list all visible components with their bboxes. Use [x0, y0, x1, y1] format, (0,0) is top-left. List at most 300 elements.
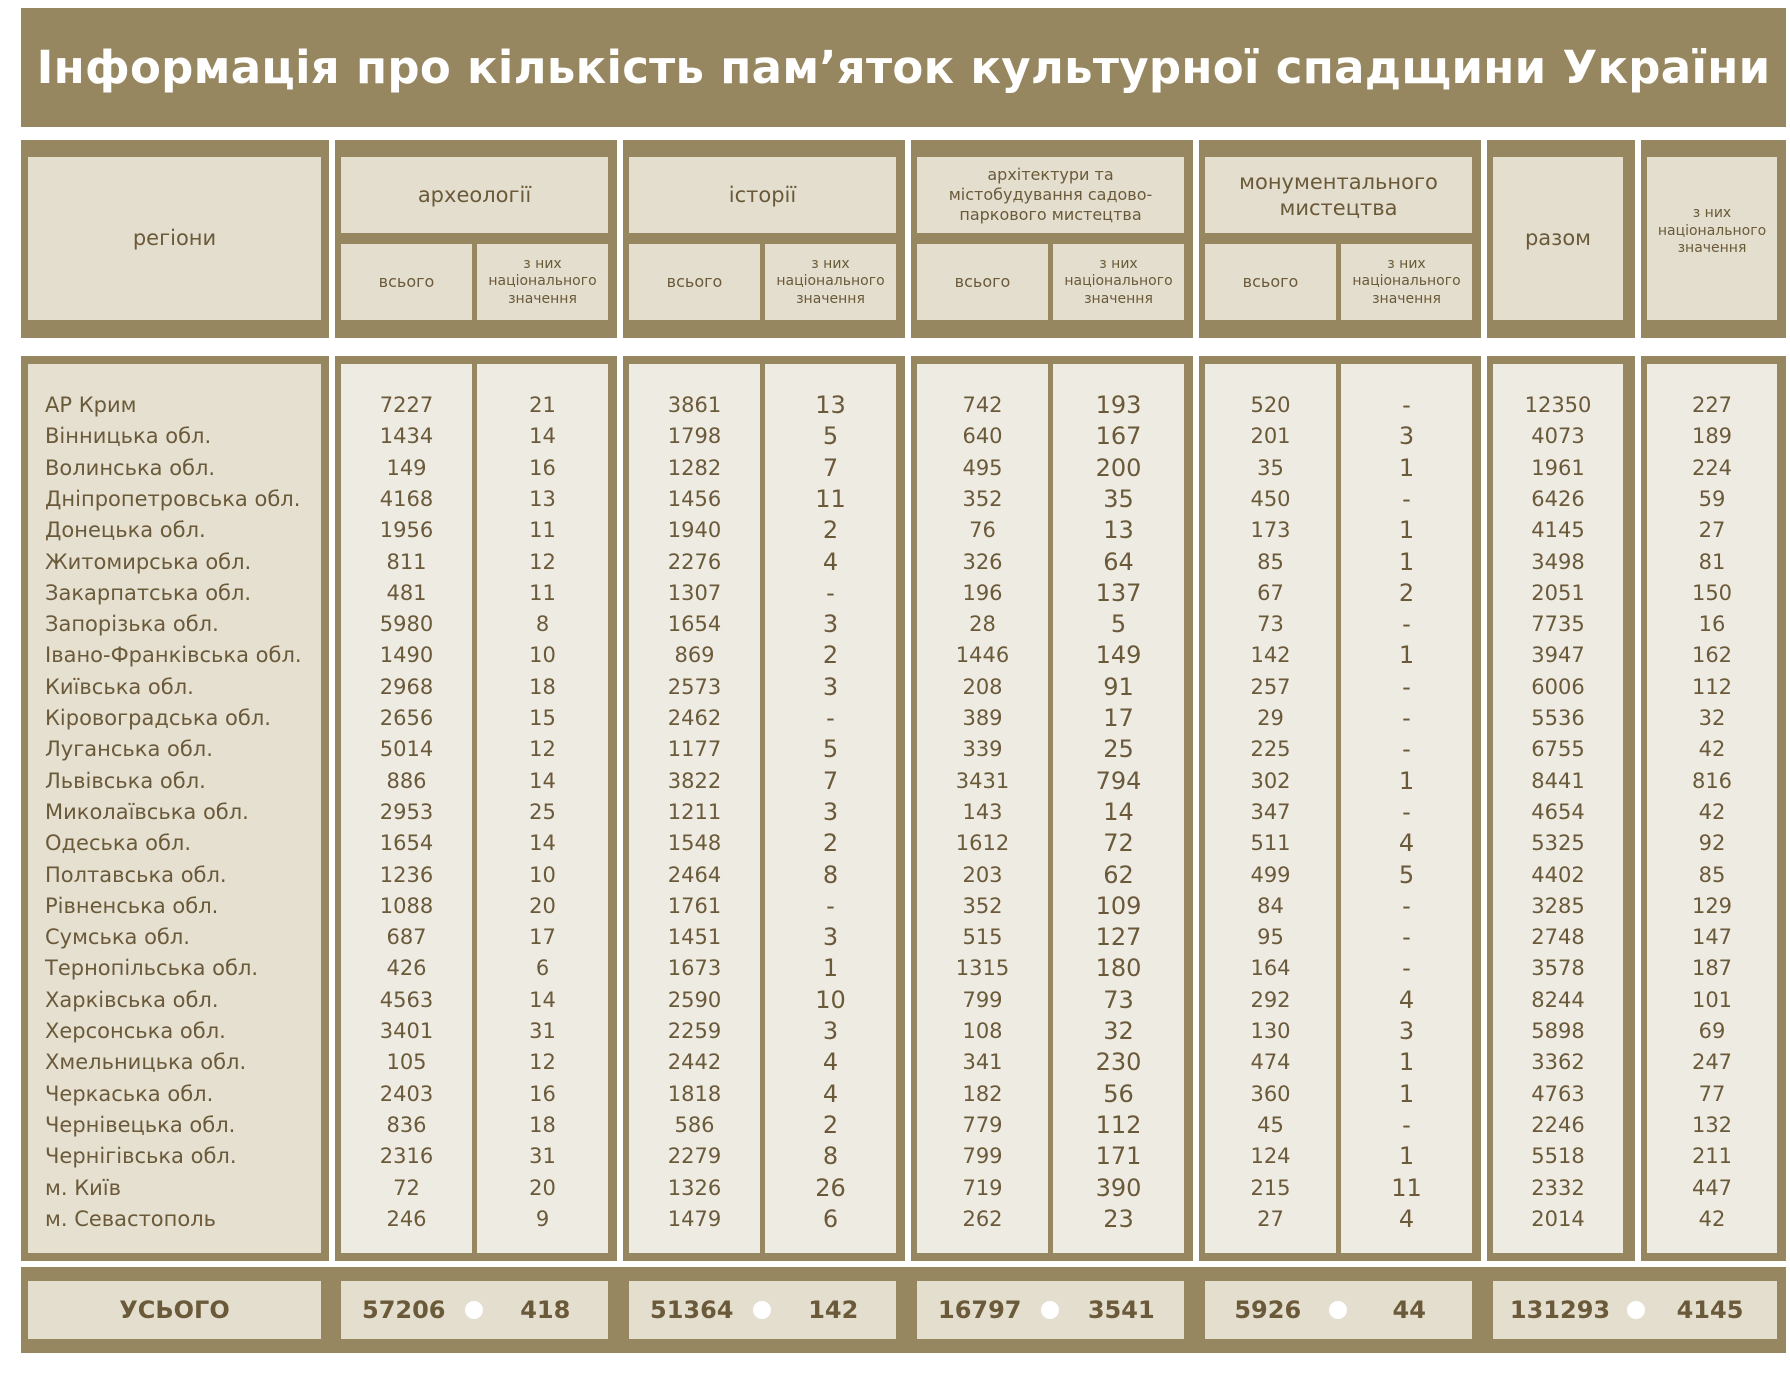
table-cell: 4 [1398, 829, 1415, 858]
table-cell: 799 [962, 987, 1003, 1012]
table-cell: 56 [1103, 1079, 1134, 1108]
region-name: Київська обл. [45, 674, 194, 699]
table-cell: 20 [529, 893, 556, 918]
header-group: архітектури та містобудування садово-паркового мистецтва [917, 157, 1184, 233]
table-cell: 4168 [379, 486, 434, 511]
table-cell: 302 [1250, 768, 1291, 793]
table-cell: 246 [386, 1206, 427, 1231]
table-cell: 5 [822, 735, 839, 764]
table-cell: - [1402, 797, 1411, 826]
totals-label: УСЬОГО [28, 1281, 321, 1339]
region-name: Миколаївська обл. [45, 799, 249, 824]
table-cell: 32 [1698, 706, 1726, 730]
table-cell: - [1402, 735, 1411, 764]
table-cell: 129 [1691, 893, 1733, 918]
table-cell: 1 [1398, 766, 1415, 795]
table-cell: 196 [962, 580, 1003, 605]
table-cell: 3578 [1531, 956, 1585, 981]
table-cell: 2014 [1531, 1206, 1585, 1231]
table-cell: 32 [1103, 1017, 1134, 1045]
table-cell: 149 [1095, 641, 1142, 670]
table-cell: 4763 [1531, 1081, 1585, 1106]
table-cell: 14 [1103, 797, 1134, 826]
region-name: Дніпропетровська обл. [45, 486, 301, 511]
table-cell: 26 [815, 1173, 846, 1202]
table-cell: 7735 [1531, 612, 1585, 637]
page-title: Інформація про кількість пам’яток культурної спадщини України [36, 41, 1771, 94]
region-name: Житомирська обл. [45, 549, 252, 574]
totals-national: 44 [1392, 1296, 1426, 1324]
table-cell: 5 [822, 422, 839, 451]
region-name: Чернігівська обл. [45, 1144, 237, 1169]
table-cell: - [1402, 923, 1411, 952]
table-cell: 7 [822, 766, 839, 795]
table-cell: - [826, 578, 835, 607]
table-cell: 1236 [379, 862, 434, 887]
table-cell: 150 [1691, 580, 1733, 605]
table-cell: 1479 [667, 1206, 722, 1231]
table-cell: 18 [529, 1112, 556, 1137]
table-cell: 1282 [667, 455, 722, 480]
table-cell: 495 [962, 455, 1003, 480]
table-cell: 11 [1391, 1173, 1422, 1202]
table-cell: 6006 [1531, 674, 1585, 699]
region-name: Закарпатська обл. [45, 580, 252, 605]
table-cell: 1446 [955, 643, 1010, 668]
header-total: всього [629, 244, 760, 320]
table-cell: 1956 [379, 518, 434, 543]
totals-all: 5926 [1234, 1296, 1302, 1324]
table-cell: 257 [1250, 674, 1291, 699]
table-cell: 247 [1691, 1050, 1733, 1075]
table-cell: 2276 [667, 549, 722, 574]
table-cell: - [1402, 891, 1411, 920]
header-total: всього [341, 244, 472, 320]
table-cell: 2462 [667, 706, 722, 730]
table-cell: 450 [1250, 486, 1291, 511]
table-cell: 10 [529, 862, 556, 887]
region-name: Рівненська обл. [45, 893, 219, 918]
region-name: Одеська обл. [45, 831, 192, 856]
table-cell: 6 [822, 1204, 839, 1233]
separator-dot-icon [753, 1301, 771, 1319]
table-cell: 3 [822, 923, 839, 952]
table-cell: 799 [962, 1144, 1003, 1169]
table-cell: 326 [962, 549, 1003, 574]
table-cell: 1 [1398, 453, 1415, 482]
table-cell: 719 [962, 1175, 1003, 1200]
table-cell: - [1402, 672, 1411, 701]
table-cell: 347 [1250, 799, 1291, 824]
table-cell: 230 [1095, 1048, 1142, 1077]
table-cell: 869 [674, 643, 715, 668]
table-cell: 2590 [667, 987, 722, 1012]
table-cell: 5898 [1531, 1019, 1585, 1043]
table-cell: 511 [1250, 831, 1291, 856]
table-cell: 360 [1250, 1081, 1291, 1106]
table-cell: 1 [1398, 516, 1415, 545]
table-cell: 2 [822, 641, 839, 670]
table-cell: 2259 [667, 1019, 722, 1043]
region-name: Вінницька обл. [45, 424, 212, 449]
table-cell: 182 [962, 1081, 1003, 1106]
table-cell: 2953 [379, 799, 434, 824]
table-cell: 11 [815, 484, 846, 513]
table-cell: 687 [386, 925, 427, 950]
table-cell: 2279 [667, 1144, 722, 1169]
table-cell: 149 [386, 455, 427, 480]
table-cell: 11 [529, 580, 556, 605]
totals-pair [1493, 1281, 1777, 1339]
table-cell: 1 [1398, 1142, 1415, 1171]
table-cell: 15 [529, 706, 556, 730]
header-sum-national: з них національного значення [1647, 157, 1777, 320]
table-cell: 1434 [379, 424, 434, 449]
table-cell: 167 [1095, 422, 1142, 451]
table-cell: 109 [1095, 891, 1142, 920]
table-cell: 1961 [1531, 455, 1585, 480]
region-name: м. Київ [45, 1175, 121, 1200]
table-cell: 25 [1103, 735, 1134, 764]
table-cell: 14 [529, 768, 556, 793]
table-cell: 6426 [1531, 486, 1585, 511]
table-cell: 1456 [667, 486, 722, 511]
table-cell: 794 [1095, 766, 1142, 795]
table-cell: 3 [822, 610, 839, 639]
table-cell: 187 [1691, 956, 1733, 981]
table-cell: 2464 [667, 862, 722, 887]
totals-all: 51364 [650, 1296, 734, 1324]
totals-all: 16797 [938, 1296, 1022, 1324]
table-cell: 2573 [667, 674, 722, 699]
table-cell: 73 [1257, 612, 1284, 637]
table-cell: 12 [529, 1050, 556, 1075]
table-cell: 81 [1698, 549, 1726, 574]
table-cell: 84 [1257, 893, 1284, 918]
totals-national: 3541 [1087, 1296, 1155, 1324]
table-cell: 640 [962, 424, 1003, 449]
separator-dot-icon [465, 1301, 483, 1319]
table-cell: 3 [1398, 1017, 1415, 1045]
table-cell: 18 [529, 674, 556, 699]
region-name: Донецька обл. [45, 518, 206, 543]
table-cell: 5980 [379, 612, 434, 637]
table-cell: - [1402, 954, 1411, 983]
table-cell: 227 [1691, 393, 1733, 417]
table-cell: 59 [1698, 486, 1726, 511]
table-cell: 2748 [1531, 925, 1585, 950]
region-name: Львівська обл. [45, 768, 206, 793]
totals-all: 131293 [1509, 1296, 1611, 1324]
table-cell: 4073 [1531, 424, 1585, 449]
table-cell: 8 [822, 860, 839, 889]
table-cell: 1307 [667, 580, 722, 605]
header-group: монументального мистецтва [1205, 157, 1472, 233]
table-cell: 341 [962, 1050, 1003, 1075]
table-cell: 10 [815, 985, 846, 1014]
table-cell: 352 [962, 486, 1003, 511]
table-cell: 262 [962, 1206, 1003, 1231]
table-cell: 91 [1103, 672, 1134, 701]
table-cell: 92 [1698, 831, 1726, 856]
table-cell: 13 [1103, 516, 1134, 545]
table-cell: 42 [1698, 1206, 1726, 1231]
totals-pair [917, 1281, 1184, 1339]
table-cell: 8 [535, 612, 550, 637]
table-cell: 13 [815, 391, 846, 419]
table-cell: 64 [1103, 547, 1134, 576]
separator-dot-icon [1329, 1301, 1347, 1319]
table-cell: 5536 [1531, 706, 1585, 730]
table-cell: 14 [529, 831, 556, 856]
header-total: всього [917, 244, 1048, 320]
table-cell: 164 [1250, 956, 1291, 981]
table-cell: 21 [529, 393, 556, 417]
table-cell: 4563 [379, 987, 434, 1012]
table-cell: 5 [1398, 860, 1415, 889]
table-cell: 225 [1250, 737, 1291, 762]
table-cell: 105 [386, 1050, 427, 1075]
table-cell: 12 [529, 549, 556, 574]
table-cell: 339 [962, 737, 1003, 762]
table-cell: 520 [1250, 393, 1291, 417]
table-cell: 62 [1103, 860, 1134, 889]
table-cell: 3 [822, 672, 839, 701]
table-cell: - [1402, 391, 1411, 419]
totals-pair [341, 1281, 608, 1339]
table-cell: 447 [1691, 1175, 1733, 1200]
table-cell: 5325 [1531, 831, 1585, 856]
table-cell: 2656 [379, 706, 434, 730]
table-cell: 499 [1250, 862, 1291, 887]
table-cell: - [826, 704, 835, 732]
table-cell: 2051 [1531, 580, 1585, 605]
table-cell: 742 [962, 393, 1003, 417]
header-national: з них національного значення [477, 244, 608, 320]
header-regions: регіони [28, 157, 321, 320]
table-cell: 31 [529, 1144, 556, 1169]
table-cell: 189 [1691, 424, 1733, 449]
table-cell: - [1402, 610, 1411, 639]
table-cell: 1326 [667, 1175, 722, 1200]
region-name: Хмельницька обл. [45, 1050, 247, 1075]
table-cell: 72 [1103, 829, 1134, 858]
table-cell: 1 [1398, 547, 1415, 576]
table-cell: 426 [386, 956, 427, 981]
table-cell: 3 [1398, 422, 1415, 451]
table-cell: 8441 [1531, 768, 1585, 793]
table-cell: 352 [962, 893, 1003, 918]
table-cell: 3285 [1531, 893, 1585, 918]
table-cell: 35 [1257, 455, 1284, 480]
table-cell: 3362 [1531, 1050, 1585, 1075]
header-national: з них національного значення [1053, 244, 1184, 320]
table-cell: 211 [1691, 1144, 1733, 1169]
table-cell: 5 [1110, 610, 1127, 639]
table-cell: 20 [529, 1175, 556, 1200]
header-national: з них національного значення [1341, 244, 1472, 320]
table-cell: 2 [822, 516, 839, 545]
region-name: Черкаська обл. [45, 1081, 214, 1106]
table-cell: 2 [822, 829, 839, 858]
header-group: історії [629, 157, 896, 233]
table-cell: 27 [1257, 1206, 1284, 1231]
table-cell: 2403 [379, 1081, 434, 1106]
table-cell: 3947 [1531, 643, 1585, 668]
table-cell: 4 [822, 1079, 839, 1108]
table-cell: 8244 [1531, 987, 1585, 1012]
table-cell: 203 [962, 862, 1003, 887]
table-cell: 137 [1095, 578, 1142, 607]
table-cell: 1177 [667, 737, 722, 762]
table-cell: 180 [1095, 954, 1142, 983]
table-cell: 836 [386, 1112, 427, 1137]
table-cell: 8 [822, 1142, 839, 1171]
table-cell: 95 [1257, 925, 1284, 950]
table-cell: 13 [529, 486, 556, 511]
table-cell: 4 [822, 547, 839, 576]
table-cell: 1211 [667, 799, 722, 824]
table-cell: - [1402, 1110, 1411, 1139]
table-cell: 4 [1398, 985, 1415, 1014]
region-name: м. Севастополь [45, 1206, 217, 1231]
table-cell: 4 [1398, 1204, 1415, 1233]
table-cell: 4145 [1531, 518, 1585, 543]
table-cell: 108 [962, 1019, 1003, 1043]
table-cell: 3401 [379, 1019, 434, 1043]
table-cell: 4402 [1531, 862, 1585, 887]
table-cell: 9 [535, 1206, 550, 1231]
table-cell: 2316 [379, 1144, 434, 1169]
table-cell: - [1402, 484, 1411, 513]
table-cell: 101 [1691, 987, 1733, 1012]
region-name: Полтавська обл. [45, 862, 227, 887]
region-name: Херсонська обл. [45, 1019, 226, 1043]
header-national: з них національного значення [765, 244, 896, 320]
header-group: археології [341, 157, 608, 233]
totals-national: 142 [808, 1296, 859, 1324]
table-cell: 25 [529, 799, 556, 824]
table-cell: 5518 [1531, 1144, 1585, 1169]
table-cell: 3 [822, 797, 839, 826]
table-cell: 130 [1250, 1019, 1291, 1043]
table-cell: 1940 [667, 518, 722, 543]
table-cell: 17 [529, 925, 556, 950]
table-cell: 2246 [1531, 1112, 1585, 1137]
table-cell: 586 [674, 1112, 715, 1137]
table-cell: 14 [529, 424, 556, 449]
separator-dot-icon [1041, 1301, 1059, 1319]
table-cell: 1088 [379, 893, 434, 918]
table-cell: 2442 [667, 1050, 722, 1075]
table-cell: 215 [1250, 1175, 1291, 1200]
table-cell: 4 [822, 1048, 839, 1077]
table-cell: 14 [529, 987, 556, 1012]
table-cell: 7 [822, 453, 839, 482]
table-cell: 27 [1698, 518, 1726, 543]
table-cell: 2332 [1531, 1175, 1585, 1200]
table-cell: 72 [393, 1175, 420, 1200]
table-cell: 224 [1691, 455, 1733, 480]
table-cell: 11 [529, 518, 556, 543]
table-cell: 3 [822, 1017, 839, 1045]
region-name: Волинська обл. [45, 455, 216, 480]
table-cell: 2 [1398, 578, 1415, 607]
table-cell: 73 [1103, 985, 1134, 1014]
table-cell: 1315 [955, 956, 1010, 981]
region-name: Чернівецька обл. [45, 1112, 236, 1137]
table-cell: 69 [1698, 1019, 1726, 1043]
table-cell: 1612 [955, 831, 1010, 856]
table-cell: 162 [1691, 643, 1733, 668]
table-cell: 16 [529, 1081, 556, 1106]
region-name: Кіровоградська обл. [45, 706, 271, 730]
table-cell: 208 [962, 674, 1003, 699]
table-cell: 124 [1250, 1144, 1291, 1169]
table-cell: 292 [1250, 987, 1291, 1012]
table-cell: 77 [1698, 1081, 1726, 1106]
table-cell: 127 [1095, 923, 1142, 952]
totals-national: 418 [520, 1296, 571, 1324]
table-cell: 390 [1095, 1173, 1142, 1202]
table-cell: 6 [535, 956, 550, 981]
region-name: Запорізька обл. [45, 612, 219, 637]
table-cell: 1548 [667, 831, 722, 856]
table-cell: 886 [386, 768, 427, 793]
table-cell: 132 [1691, 1112, 1733, 1137]
table-cell: 85 [1257, 549, 1284, 574]
totals-pair [629, 1281, 896, 1339]
region-name: Харківська обл. [45, 987, 219, 1012]
table-cell: 173 [1250, 518, 1291, 543]
table-cell: 779 [962, 1112, 1003, 1137]
title-banner [21, 8, 1786, 127]
region-name: Луганська обл. [45, 737, 213, 762]
table-cell: 4654 [1531, 799, 1585, 824]
table-cell: 112 [1095, 1110, 1142, 1139]
header-sum: разом [1493, 157, 1623, 320]
region-name: Івано-Франківська обл. [45, 643, 302, 668]
totals-national: 4145 [1676, 1296, 1744, 1324]
table-cell: 16 [1698, 612, 1726, 637]
table-cell: - [1402, 704, 1411, 732]
table-cell: 42 [1698, 737, 1726, 762]
table-cell: 85 [1698, 862, 1726, 887]
table-cell: 29 [1257, 706, 1284, 730]
table-cell: 1 [822, 954, 839, 983]
table-cell: 31 [529, 1019, 556, 1043]
table-cell: 3498 [1531, 549, 1585, 574]
table-cell: 147 [1691, 925, 1733, 950]
table-cell: 142 [1250, 643, 1291, 668]
table-cell: 193 [1095, 391, 1142, 419]
totals-all: 57206 [362, 1296, 446, 1324]
table-cell: 201 [1250, 424, 1291, 449]
table-cell: 816 [1691, 768, 1733, 793]
table-cell: 5014 [379, 737, 434, 762]
table-cell: 1654 [379, 831, 434, 856]
table-cell: 7227 [379, 393, 434, 417]
table-cell: - [826, 891, 835, 920]
table-cell: 1654 [667, 612, 722, 637]
table-cell: 1761 [667, 893, 722, 918]
table-cell: 1451 [667, 925, 722, 950]
table-cell: 17 [1103, 704, 1134, 732]
table-cell: 45 [1257, 1112, 1284, 1137]
totals-pair [1205, 1281, 1472, 1339]
table-cell: 10 [529, 643, 556, 668]
table-cell: 3822 [667, 768, 722, 793]
